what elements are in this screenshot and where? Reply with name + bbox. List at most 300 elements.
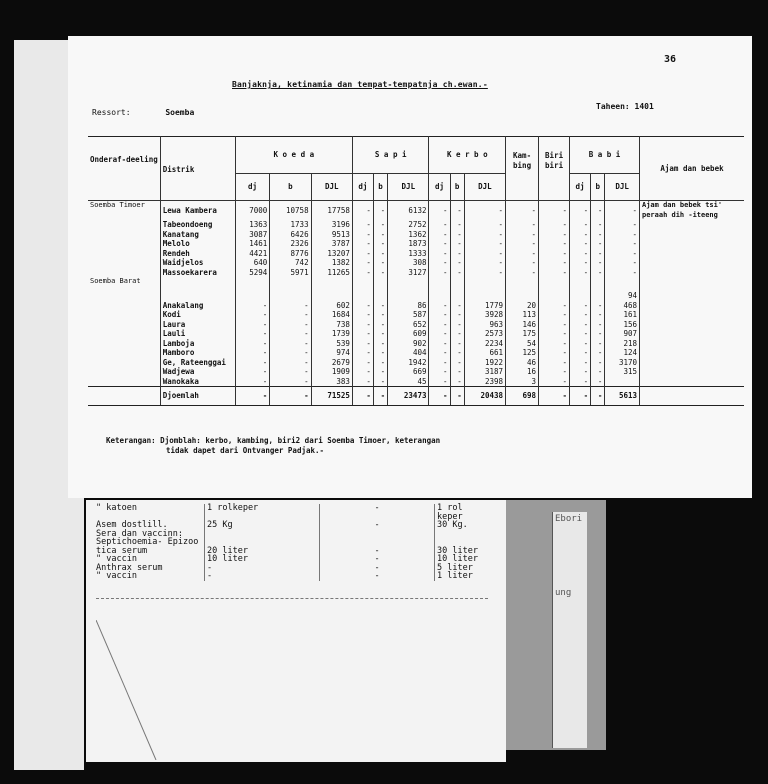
lower-cell-c1: " vaccin <box>96 554 137 564</box>
cell-kb-dj: - <box>429 201 450 221</box>
table-row <box>88 310 744 320</box>
cell-k-b: 2326 <box>270 239 311 249</box>
cell-b-djl: - <box>605 239 640 249</box>
cell-s-djl: 652 <box>388 320 429 330</box>
cell-biri: - <box>539 220 570 230</box>
table-row <box>88 320 744 330</box>
cell-biri: - <box>539 230 570 240</box>
cell-k-b: - <box>270 301 311 311</box>
ajam-note-cell: Ajam dan bebek tsi' peraah dih -iteeng <box>642 201 723 219</box>
cell-k-dj: 640 <box>235 258 270 268</box>
cell-b-djl: 468 <box>605 301 640 311</box>
resort-line <box>92 108 194 117</box>
cell-k-dj: - <box>235 377 270 387</box>
cell-s-dj: - <box>352 220 373 230</box>
cell-kb-djl: 661 <box>464 348 505 358</box>
group-babi: B a b i <box>570 137 640 174</box>
cell-k-b: 10758 <box>270 201 311 221</box>
cell-s-b: - <box>373 320 387 330</box>
cell-k-dj <box>235 277 270 291</box>
cell-kb-dj: - <box>429 310 450 320</box>
cell-biri: - <box>539 348 570 358</box>
document-title: Banjaknja, ketinamia dan tempat-tempatnja ch.ewan.- <box>232 80 488 89</box>
lower-cell-c1: Sera dan vaccinn: <box>96 528 183 539</box>
cell-b-djl: 315 <box>605 367 640 377</box>
total-k-dj: - <box>235 387 270 406</box>
cell-biri: - <box>539 258 570 268</box>
lower-cell-c2: - <box>205 572 320 581</box>
cell-k-djl: 3787 <box>311 239 352 249</box>
onderafdeeling-cell <box>88 358 160 368</box>
ajam-note-cell <box>640 291 745 301</box>
cell-k-djl: 11265 <box>311 268 352 278</box>
cell-kam: 113 <box>506 310 539 320</box>
lower-cell-c1: Anthrax serum <box>96 562 163 573</box>
cell-kam: - <box>506 258 539 268</box>
cell-s-djl <box>388 291 429 301</box>
cell-s-b: - <box>373 367 387 377</box>
lower-row <box>94 572 494 581</box>
cell-s-dj: - <box>352 258 373 268</box>
cell-b-b <box>591 277 605 291</box>
subheader-djl: DJL <box>311 174 352 201</box>
cell-b-djl: 156 <box>605 320 640 330</box>
cell-b-djl: - <box>605 249 640 259</box>
cell-kb-djl: - <box>464 249 505 259</box>
table-row <box>88 291 744 301</box>
cell-b-dj: - <box>570 320 591 330</box>
table-row <box>88 329 744 339</box>
col-distrik: Distrik <box>160 137 235 201</box>
cell-s-dj: - <box>352 230 373 240</box>
cell-s-djl: 1942 <box>388 358 429 368</box>
lower-cell-c3: - <box>320 564 435 573</box>
cell-s-djl: 86 <box>388 301 429 311</box>
cell-kb-b: - <box>450 258 464 268</box>
cell-b-b: - <box>591 220 605 230</box>
cell-kb-djl: - <box>464 239 505 249</box>
cell-kam: 16 <box>506 367 539 377</box>
cell-kam: 54 <box>506 339 539 349</box>
side-card <box>552 512 587 748</box>
cell-biri: - <box>539 320 570 330</box>
cell-b-b: - <box>591 230 605 240</box>
cell-biri: - <box>539 201 570 221</box>
ajam-note-cell <box>640 258 745 268</box>
cell-kb-djl <box>464 291 505 301</box>
cell-k-dj: - <box>235 339 270 349</box>
table-row <box>88 220 744 230</box>
lower-cell-c2: 10 liter <box>205 555 320 564</box>
col-biri: Biri biri <box>539 137 570 201</box>
total-biri: - <box>539 387 570 406</box>
cell-s-dj: - <box>352 339 373 349</box>
distrik-cell: Wanokaka <box>160 377 235 387</box>
ajam-note-cell <box>640 329 745 339</box>
subheader-dj: dj <box>235 174 270 201</box>
total-k-b: - <box>270 387 311 406</box>
subheader-dj: dj <box>352 174 373 201</box>
cell-k-dj: 1461 <box>235 239 270 249</box>
cell-kb-djl: 1779 <box>464 301 505 311</box>
cell-s-djl: 1873 <box>388 239 429 249</box>
cell-b-b: - <box>591 239 605 249</box>
cell-k-b: 1733 <box>270 220 311 230</box>
total-row <box>88 387 744 406</box>
ajam-note-cell <box>640 239 745 249</box>
cell-b-b: - <box>591 301 605 311</box>
total-b-b: - <box>591 387 605 406</box>
cell-kb-b <box>450 277 464 291</box>
cell-b-b: - <box>591 367 605 377</box>
distrik-cell: Kanatang <box>160 230 235 240</box>
onderafdeeling-cell <box>88 291 160 301</box>
cell-s-djl <box>388 277 429 291</box>
cell-s-dj: - <box>352 201 373 221</box>
cell-k-djl: 3196 <box>311 220 352 230</box>
cell-kb-b: - <box>450 220 464 230</box>
onderafdeeling-cell <box>88 320 160 330</box>
cell-kb-dj: - <box>429 301 450 311</box>
cell-kb-dj: - <box>429 239 450 249</box>
cell-s-dj: - <box>352 377 373 387</box>
cell-s-djl: 669 <box>388 367 429 377</box>
onderafdeeling-cell <box>88 339 160 349</box>
distrik-cell <box>160 277 235 291</box>
cell-kb-dj: - <box>429 249 450 259</box>
cell-kam: - <box>506 220 539 230</box>
cell-b-dj: - <box>570 377 591 387</box>
cell-k-b: - <box>270 367 311 377</box>
onderafdeeling-cell <box>88 249 160 259</box>
cell-b-djl: - <box>605 201 640 221</box>
cell-kb-b: - <box>450 339 464 349</box>
distrik-cell: Tabeondoeng <box>160 220 235 230</box>
lower-cell-c2: 25 Kg <box>205 521 320 530</box>
cell-k-djl: 1684 <box>311 310 352 320</box>
cell-kb-djl: 3187 <box>464 367 505 377</box>
cell-s-b: - <box>373 310 387 320</box>
cell-kam: 175 <box>506 329 539 339</box>
total-b-dj: - <box>570 387 591 406</box>
total-label: Djoemlah <box>160 387 235 406</box>
cell-s-djl: 1362 <box>388 230 429 240</box>
distrik-cell: Lauli <box>160 329 235 339</box>
lower-cell-c1: Septichoemia- Epizoo <box>96 537 199 547</box>
cell-s-b: - <box>373 230 387 240</box>
cell-k-dj <box>235 291 270 301</box>
cell-kb-b: - <box>450 377 464 387</box>
ajam-note-cell <box>640 367 745 377</box>
total-s-b: - <box>373 387 387 406</box>
table-row <box>88 249 744 259</box>
cell-s-b: - <box>373 201 387 221</box>
total-kb-b: - <box>450 387 464 406</box>
cell-kb-b: - <box>450 320 464 330</box>
cell-b-dj: - <box>570 348 591 358</box>
ajam-note-cell <box>640 249 745 259</box>
cell-k-dj: - <box>235 358 270 368</box>
cell-kam <box>506 277 539 291</box>
cell-k-djl: 974 <box>311 348 352 358</box>
cell-kb-djl: 3928 <box>464 310 505 320</box>
cell-k-dj: 4421 <box>235 249 270 259</box>
subheader-djl: DJL <box>605 174 640 201</box>
table-row <box>88 348 744 358</box>
cell-kam: 146 <box>506 320 539 330</box>
ajam-note-cell <box>640 358 745 368</box>
lower-cell-c4 <box>435 530 495 539</box>
lower-table <box>94 504 494 581</box>
onderafdeeling-cell <box>88 230 160 240</box>
cell-k-djl: 602 <box>311 301 352 311</box>
cell-kb-dj <box>429 277 450 291</box>
cell-s-djl: 45 <box>388 377 429 387</box>
col-kambing: Kam-bing <box>506 137 539 201</box>
cell-kam <box>506 291 539 301</box>
cell-kam: - <box>506 268 539 278</box>
cell-b-dj: - <box>570 249 591 259</box>
distrik-cell: Rendeh <box>160 249 235 259</box>
total-kam: 698 <box>506 387 539 406</box>
cell-k-dj: - <box>235 310 270 320</box>
cell-kam: - <box>506 230 539 240</box>
cell-k-b: 5971 <box>270 268 311 278</box>
cell-s-djl: 1333 <box>388 249 429 259</box>
cell-s-djl: 902 <box>388 339 429 349</box>
cell-b-dj: - <box>570 367 591 377</box>
cell-b-djl: 218 <box>605 339 640 349</box>
cell-b-dj: - <box>570 268 591 278</box>
cell-k-djl: 383 <box>311 377 352 387</box>
cell-kb-dj <box>429 291 450 301</box>
cell-kb-dj: - <box>429 230 450 240</box>
cell-s-b: - <box>373 249 387 259</box>
distrik-cell: Wadjewa <box>160 367 235 377</box>
table-row <box>88 268 744 278</box>
cell-biri: - <box>539 268 570 278</box>
lower-cell-c2: - <box>205 564 320 573</box>
cell-k-dj: 5294 <box>235 268 270 278</box>
cell-biri: - <box>539 358 570 368</box>
cell-k-dj: - <box>235 320 270 330</box>
ajam-note-cell <box>640 277 745 291</box>
cell-kam: 46 <box>506 358 539 368</box>
total-kb-dj: - <box>429 387 450 406</box>
cell-b-dj: - <box>570 220 591 230</box>
col-ajam: Ajam dan bebek <box>640 137 745 201</box>
cell-k-djl: 539 <box>311 339 352 349</box>
cell-k-djl: 1382 <box>311 258 352 268</box>
total-kb-djl: 20438 <box>464 387 505 406</box>
cell-kam: - <box>506 249 539 259</box>
cell-b-djl: 94 <box>605 291 640 301</box>
cell-s-b: - <box>373 348 387 358</box>
cell-biri: - <box>539 249 570 259</box>
col-onderafdeeling: Onderaf-deeling <box>88 137 160 201</box>
cell-b-dj: - <box>570 358 591 368</box>
cell-s-djl: 404 <box>388 348 429 358</box>
onderafdeeling-cell <box>88 329 160 339</box>
cell-k-djl <box>311 277 352 291</box>
ajam-note-cell <box>640 230 745 240</box>
onderafdeeling-cell <box>88 310 160 320</box>
remark-line-2: tidak dapet dari Ontvanger Padjak.- <box>166 446 325 455</box>
cell-kam: - <box>506 201 539 221</box>
onderafdeeling-cell <box>88 377 160 387</box>
table-row <box>88 230 744 240</box>
subheader-b: b <box>373 174 387 201</box>
subheader-djl: DJL <box>388 174 429 201</box>
ajam-note-cell <box>640 310 745 320</box>
table-row <box>88 339 744 349</box>
cell-s-dj: - <box>352 320 373 330</box>
cell-s-dj: - <box>352 239 373 249</box>
cell-b-djl: 124 <box>605 348 640 358</box>
cell-biri: - <box>539 339 570 349</box>
lower-cell-c3: - <box>320 555 435 564</box>
cell-k-dj: 1363 <box>235 220 270 230</box>
cell-k-djl: 738 <box>311 320 352 330</box>
lower-row <box>94 538 494 547</box>
distrik-cell: Laura <box>160 320 235 330</box>
cell-kb-djl: - <box>464 230 505 240</box>
cell-kb-b: - <box>450 367 464 377</box>
cell-s-djl: 587 <box>388 310 429 320</box>
lower-row <box>94 504 494 521</box>
cell-kb-dj: - <box>429 377 450 387</box>
cell-b-djl: - <box>605 268 640 278</box>
table-row <box>88 201 744 221</box>
lower-cell-c1: " vaccin <box>96 571 137 581</box>
cell-s-djl: 6132 <box>388 201 429 221</box>
cell-k-b <box>270 277 311 291</box>
cell-b-b: - <box>591 258 605 268</box>
lower-cell-c4: 1 liter <box>437 571 473 581</box>
lower-cell-c4: 1 rol keper <box>437 503 463 522</box>
cell-kb-dj: - <box>429 348 450 358</box>
cell-k-b: - <box>270 377 311 387</box>
cell-kb-dj: - <box>429 358 450 368</box>
cell-b-dj: - <box>570 258 591 268</box>
lower-cell-c4: 30 Kg. <box>437 520 468 530</box>
cell-b-b: - <box>591 348 605 358</box>
cell-k-b: 6426 <box>270 230 311 240</box>
cell-kb-b: - <box>450 329 464 339</box>
cell-s-djl: 2752 <box>388 220 429 230</box>
distrik-cell: Mamboro <box>160 348 235 358</box>
cell-b-dj: - <box>570 230 591 240</box>
cell-b-dj: - <box>570 339 591 349</box>
cell-s-dj: - <box>352 268 373 278</box>
remark <box>106 436 566 456</box>
cell-k-b: 8776 <box>270 249 311 259</box>
ajam-note-cell <box>640 339 745 349</box>
cell-b-djl: 3170 <box>605 358 640 368</box>
remark-line-1: Keterangan: Djomblah: kerbo, kambing, biri2 dari Soemba Timoer, keterangan <box>106 436 441 445</box>
cell-s-b: - <box>373 301 387 311</box>
cell-kb-b: - <box>450 348 464 358</box>
lower-row <box>94 564 494 573</box>
onderafdeeling-cell <box>88 367 160 377</box>
cell-k-djl: 17758 <box>311 201 352 221</box>
onderafdeeling-cell <box>88 268 160 278</box>
lower-cell-c2: 20 liter <box>205 547 320 556</box>
distrik-cell: Waidjelos <box>160 258 235 268</box>
cell-kam: 3 <box>506 377 539 387</box>
cell-s-b: - <box>373 377 387 387</box>
lower-cell-c2: 1 rolkeper <box>205 504 320 521</box>
cell-kb-djl: 2398 <box>464 377 505 387</box>
cell-b-b: - <box>591 377 605 387</box>
cell-b-dj: - <box>570 329 591 339</box>
cell-k-djl: 13207 <box>311 249 352 259</box>
page-number: 36 <box>664 54 677 65</box>
cell-s-dj: - <box>352 301 373 311</box>
cell-s-b: - <box>373 358 387 368</box>
cell-b-b: - <box>591 249 605 259</box>
cell-b-djl: 161 <box>605 310 640 320</box>
lower-cell-c1: " katoen <box>96 503 137 513</box>
cell-kb-dj: - <box>429 339 450 349</box>
cell-biri: - <box>539 239 570 249</box>
cell-s-djl: 609 <box>388 329 429 339</box>
onderafdeeling-cell: Soemba Timoer <box>88 201 160 221</box>
table-row <box>88 301 744 311</box>
cell-b-dj <box>570 291 591 301</box>
table-row <box>88 367 744 377</box>
cell-b-b: - <box>591 268 605 278</box>
cell-b-dj: - <box>570 301 591 311</box>
total-s-dj: - <box>352 387 373 406</box>
cell-kb-b: - <box>450 301 464 311</box>
onderafdeeling-cell <box>88 239 160 249</box>
cell-kb-b: - <box>450 201 464 221</box>
lower-cell-c1: tica serum <box>96 545 148 556</box>
table-row <box>88 377 744 387</box>
cell-k-b: 742 <box>270 258 311 268</box>
cell-s-dj: - <box>352 358 373 368</box>
cell-s-dj: - <box>352 348 373 358</box>
subheader-b: b <box>591 174 605 201</box>
lower-cell-c3: - <box>320 547 435 556</box>
table-row <box>88 258 744 268</box>
cell-k-dj: 7000 <box>235 201 270 221</box>
cell-kb-b: - <box>450 358 464 368</box>
cell-s-b: - <box>373 220 387 230</box>
cell-k-dj: - <box>235 329 270 339</box>
cell-biri: - <box>539 301 570 311</box>
group-koeda: K o e d a <box>235 137 352 174</box>
ajam-note-cell <box>640 268 745 278</box>
cell-kb-b: - <box>450 310 464 320</box>
distrik-cell: Kodi <box>160 310 235 320</box>
total-k-djl: 71525 <box>311 387 352 406</box>
cell-k-b: - <box>270 348 311 358</box>
cell-biri: - <box>539 367 570 377</box>
resort-label: Ressort: <box>92 108 131 117</box>
cell-b-djl <box>605 377 640 387</box>
cell-kb-dj: - <box>429 258 450 268</box>
cell-b-djl: 907 <box>605 329 640 339</box>
group-kerbo: K e r b o <box>429 137 506 174</box>
subheader-djl: DJL <box>464 174 505 201</box>
lower-cell-c3: - <box>320 504 435 521</box>
cell-s-djl: 308 <box>388 258 429 268</box>
distrik-cell: Anakalang <box>160 301 235 311</box>
distrik-cell: Melolo <box>160 239 235 249</box>
side-label-2: ung <box>555 588 572 598</box>
